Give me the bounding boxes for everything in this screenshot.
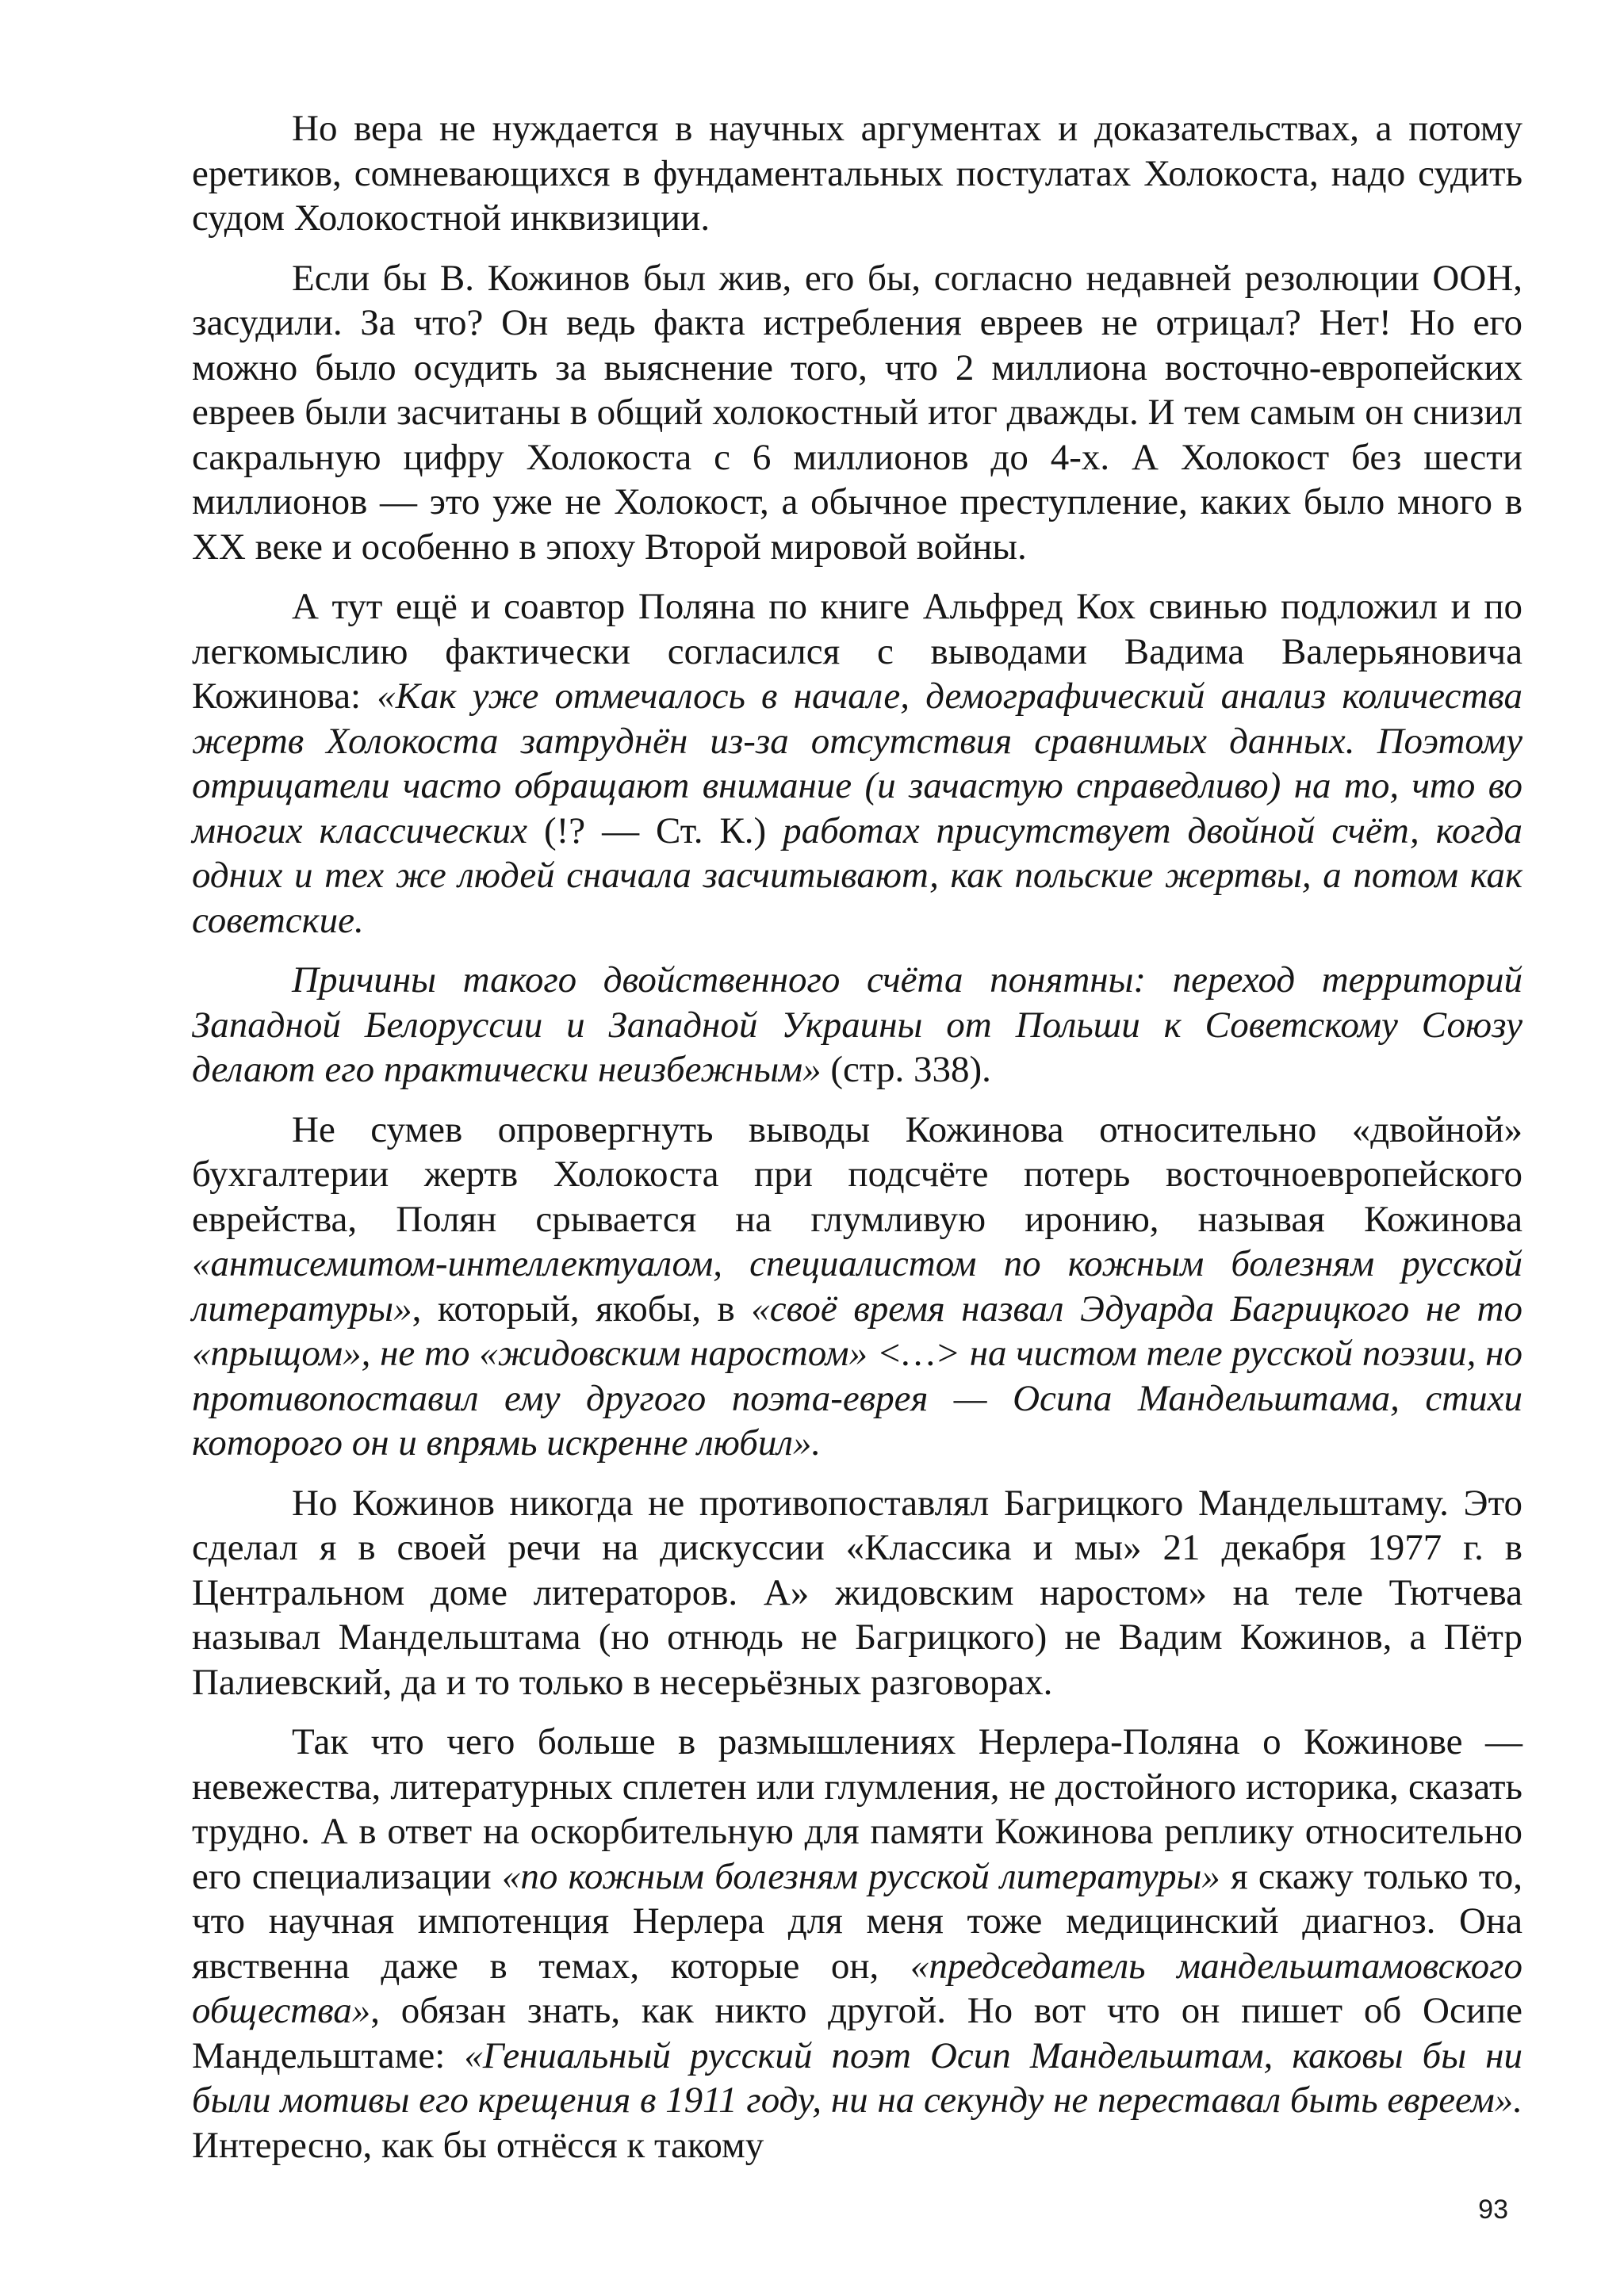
paragraph — [192, 1108, 1522, 1466]
quote-text: «своё время назвал Эдуарда Багрицкого не то «прыщом», не то «жидовским наростом» <…> на чистом теле русской поэзии, но противопоставил ему другого поэта-еврея — Осипа Мандельштама, стихи которого он и впрямь искренне любил». — [192, 1288, 1522, 1464]
body-run: Если бы В. Кожинов был жив, его бы, согласно недавней резолюции ООН, засудили. За что? Он ведь факта истребления евреев не отрицал? Нет! Но его можно было осудить за выяснение того, что 2 миллиона восточно-европейских евреев были засчитаны в общий холокостный итог дважды. И тем самым он снизил сакральную цифру Холокоста с 6 миллионов до 4-х. А Холокост без шести миллионов — это уже не Холокост, а обычное преступление, каких было много в XX веке и особенно в эпоху Второй мировой войны. — [192, 257, 1522, 568]
quote-text: «антисемитом-интеллектуалом, специалистом по кожным болезням русской литературы» — [192, 1243, 1522, 1330]
paragraph — [192, 1720, 1522, 2168]
body-run: Так что чего больше в размышлениях Нерлера-Поляна о Кожинове — невежества, литературных сплетен или глумления, не достойного историка, сказать трудно. А в ответ на оскорбительную для памяти Кожинова реплику относительно его специализации — [192, 1721, 1522, 1897]
body-run: (!? — Ст. К.) — [543, 809, 783, 851]
paragraph — [192, 584, 1522, 943]
paragraph — [192, 1481, 1522, 1705]
body-text — [192, 106, 1522, 2183]
body-run: Интересно, как бы отнёсся к такому — [192, 2124, 764, 2166]
body-run: , который, якобы, в — [412, 1288, 752, 1330]
body-run: Не сумев опровергнуть выводы Кожинова относительно «двойной» бухгалтерии жертв Холокоста при подсчёте потерь восточноевропейского еврейства, Полян срывается на глумливую иронию, называя Кожинова — [192, 1108, 1522, 1240]
body-run: Но Кожинов никогда не противопоставлял Багрицкого Мандельштаму. Это сделал я в своей речи на дискуссии «Классика и мы» 21 декабря 1977 г. в Центральном доме литераторов. А» жидовским наростом» на теле Тютчева называл Мандельштама (но отнюдь не Багрицкого) не Вадим Кожинов, а Пётр Палиевский, да и то только в несерьёзных разговорах. — [192, 1482, 1522, 1703]
page-number: 93 — [1478, 2195, 1508, 2225]
paragraph — [192, 106, 1522, 241]
quote-text: Причины такого двойственного счёта понятны: переход территорий Западной Белоруссии и Западной Украины от Польши к Советскому Союзу делают его практически неизбежным» — [192, 959, 1522, 1090]
paragraph — [192, 256, 1522, 570]
paragraph — [192, 958, 1522, 1093]
quote-text: «по кожным болезням русской литературы» — [501, 1855, 1220, 1897]
quote-text: «председатель мандельштамовского общества» — [192, 1945, 1522, 2031]
body-run: Но вера не нуждается в научных аргументах и доказательствах, а потому еретиков, сомневающихся в фундаментальных постулатах Холокоста, надо судить судом Холокостной инквизиции. — [192, 108, 1522, 239]
body-run: я скажу только то, что научная импотенция Нерлера для меня тоже медицинский диагноз. Она явственна даже в темах, которые он, — [192, 1855, 1522, 1987]
body-run: А тут ещё и соавтор Поляна по книге Альфред Кох свинью подложил и по легкомыслию фактически согласился с выводами Вадима Валерьяновича Кожинова: — [192, 586, 1522, 717]
quote-text: «Как уже отмечалось в начале, демографический анализ количества жертв Холокоста затруднён из-за отсутствия сравнимых данных. Поэтому отрицатели часто обращают внимание (и зачастую справедливо) на то, что во многих классических — [192, 675, 1522, 851]
quote-text: «Гениальный русский поэт Осип Мандельштам, каковы бы ни были мотивы его крещения в 1911 году, ни на секунду не переставал быть евреем». — [192, 2034, 1522, 2121]
body-run: (стр. 338). — [830, 1049, 991, 1090]
body-run: , обязан знать, как никто другой. Но вот что он пишет об Осипе Мандельштаме: — [192, 1990, 1522, 2076]
quote-text: работах присутствует двойной счёт, когда одних и тех же людей сначала засчитывают, как польские жертвы, а потом как советские. — [192, 809, 1522, 941]
